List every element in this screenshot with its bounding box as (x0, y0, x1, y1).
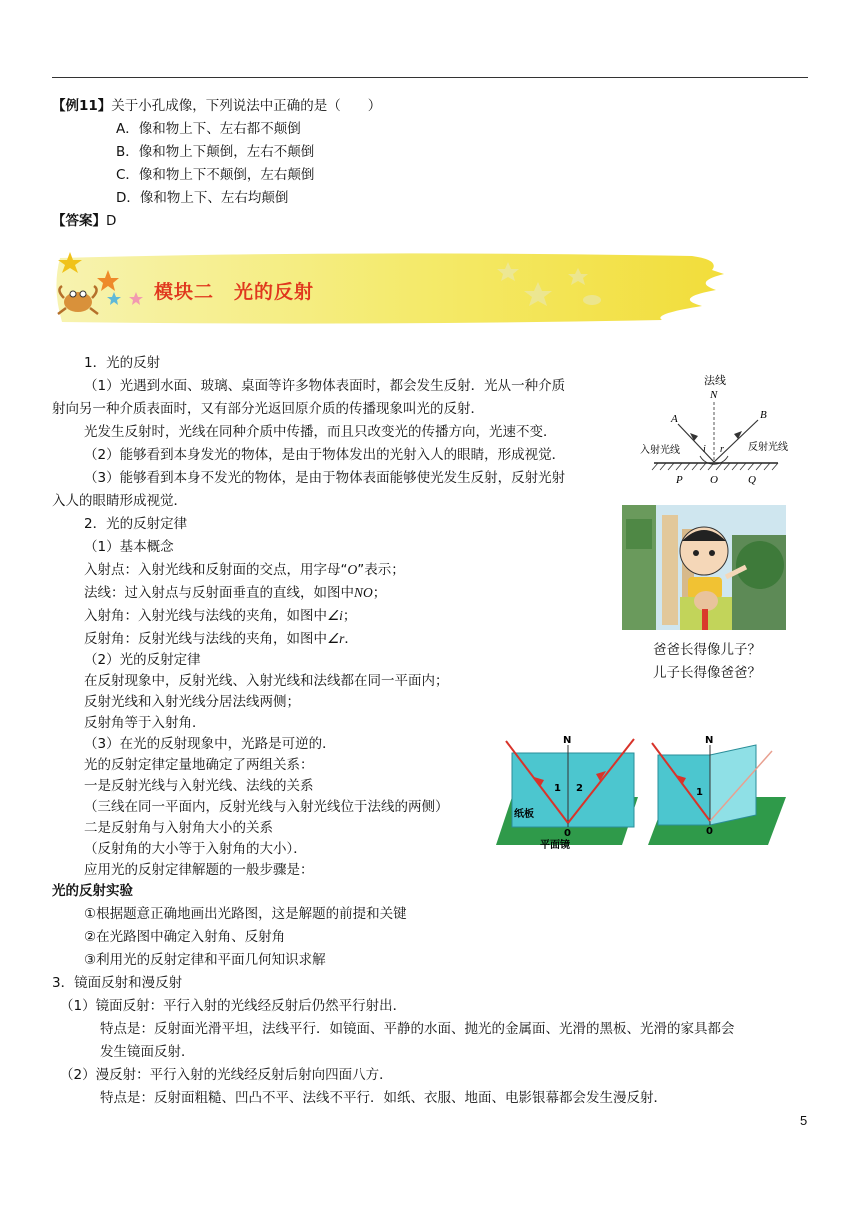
steps-intro: 应用光的反射定律解题的一般步骤是： (84, 862, 314, 878)
diffuse-feature: 特点是：反射面粗糙、凹凸不平、法线不平行．如纸、衣服、地面、电影银幕都会发生漫反射． (100, 1090, 667, 1106)
law3: 反射角等于入射角． (84, 715, 206, 731)
section1-p1a: （1）光遇到水面、玻璃、桌面等许多物体表面时，都会发生反射．光从一种介质 (84, 378, 566, 394)
label-r: r (720, 444, 724, 455)
option-c: C．像和物上下不颠倒，左右颠倒 (116, 167, 315, 183)
incidence-point-def (84, 560, 405, 580)
law1: 在反射现象中，反射光线、入射光线和法线都在同一平面内； (84, 673, 449, 689)
answer (52, 211, 116, 231)
reflection-diagram (618, 370, 808, 495)
incidence-point-text-a: 入射点：入射光线和反射面的交点，用字母“ (84, 562, 348, 578)
specular-def: （1）镜面反射：平行入射的光线经反射后仍然平行射出． (60, 998, 407, 1014)
section1-p4a: （3）能够看到本身不发光的物体，是由于物体表面能够使光发生反射，反射光射 (84, 470, 566, 486)
section2-sub3: （3）在光的反射现象中，光路是可逆的． (84, 736, 336, 752)
angle-i-text-b: ； (342, 608, 357, 624)
cartoon-image (622, 505, 786, 630)
reflected-ray (714, 420, 758, 462)
specular-feature-2: 发生镜面反射． (100, 1044, 195, 1060)
experiment-heading: 光的反射实验 (52, 883, 133, 899)
relation2-detail: （反射角的大小等于入射角的大小）． (84, 841, 307, 857)
mirror-label: 平面镜 (540, 840, 570, 851)
incident-ray (678, 424, 714, 462)
section3-heading: 3．镜面反射和漫反射 (52, 975, 183, 991)
label-0-left: 0 (564, 828, 571, 839)
label-1-left: 1 (554, 783, 561, 794)
label-N-left: N (563, 735, 572, 746)
section2-sub2: （2）光的反射定律 (84, 652, 201, 668)
section2-heading: 2．光的反射定律 (84, 516, 188, 532)
reflected-arrow (734, 431, 742, 439)
normal-label: 法线 (704, 374, 726, 387)
symbol-angle-r: ∠r (327, 631, 345, 646)
module-title: 模块二 光的反射 (154, 281, 315, 303)
angle-r-text-b: ． (344, 631, 358, 647)
symbol-o: O (347, 562, 358, 577)
example-question (52, 96, 381, 116)
board-label: 纸板 (514, 809, 534, 820)
label-2-left: 2 (576, 783, 583, 794)
option-d: D．像和物上下、左右均颠倒 (116, 190, 289, 206)
normal-text-b: ； (372, 585, 387, 601)
label-1-right: 1 (696, 787, 703, 798)
law2: 反射光线和入射光线分居法线两侧； (84, 694, 300, 710)
incident-arrow (690, 433, 698, 441)
label-Q: Q (748, 474, 756, 486)
step1: ①根据题意正确地画出光路图，这是解题的前提和关键 (84, 906, 407, 922)
relations-intro: 光的反射定律定量地确定了两组关系： (84, 757, 314, 773)
step2: ②在光路图中确定入射角、反射角 (84, 929, 286, 945)
label-P: P (676, 474, 683, 486)
angle-i-text-a: 入射角：入射光线与法线的夹角，如图中 (84, 608, 327, 624)
example-question-text: 关于小孔成像，下列说法中正确的是（ ） (111, 98, 382, 114)
section1-p2: 光发生反射时，光线在同种介质中传播，而且只改变光的传播方向，光速不变． (84, 424, 557, 440)
symbol-no: NO (354, 585, 373, 600)
option-a: A．像和物上下、左右都不颠倒 (116, 121, 301, 137)
incidence-angle-def (84, 606, 356, 626)
section1-p4b: 入人的眼睛形成视觉． (52, 493, 187, 509)
answer-value: D (106, 213, 117, 229)
section1-p3: （2）能够看到本身发光的物体，是由于物体发出的光射入人的眼睛，形成视觉． (84, 447, 566, 463)
relation1-detail: （三线在同一平面内，反射光线与入射光线位于法线的两侧） (84, 799, 449, 815)
section1-p1b: 射向另一种介质表面时，又有部分光返回原介质的传播现象叫光的反射． (52, 401, 484, 417)
incidence-point-text-b: ”表示； (357, 562, 405, 578)
reflected-label: 反射光线 (748, 442, 788, 453)
module-banner (52, 248, 724, 328)
cartoon-caption-1: 爸爸长得像儿子？ (653, 642, 761, 658)
answer-label: 【答案】 (52, 213, 106, 229)
specular-feature-1: 特点是：反射面光滑平坦，法线平行．如镜面、平静的水面、抛光的金属面、光滑的黑板、光滑的家具都会 (100, 1021, 735, 1037)
label-i: i (703, 444, 706, 455)
option-b: B．像和物上下颠倒，左右不颠倒 (116, 144, 315, 160)
normal-def (84, 583, 386, 603)
label-N: N (710, 389, 718, 401)
label-0-right: 0 (706, 826, 713, 837)
step3: ③利用光的反射定律和平面几何知识求解 (84, 952, 326, 968)
label-N-right: N (705, 735, 714, 746)
diffuse-def: （2）漫反射：平行入射的光线经反射后射向四面八方． (60, 1067, 393, 1083)
relation1: 一是反射光线与入射光线、法线的关系 (84, 778, 314, 794)
normal-text-a: 法线：过入射点与反射面垂直的直线，如图中 (84, 585, 354, 601)
incident-label: 入射光线 (640, 445, 680, 456)
experiment-figure (496, 733, 786, 851)
section1-heading: 1．光的反射 (84, 355, 161, 371)
section2-sub1: （1）基本概念 (84, 539, 174, 555)
angle-r-text-a: 反射角：反射光线与法线的夹角，如图中 (84, 631, 327, 647)
header-rule (52, 77, 808, 78)
label-B: B (760, 409, 767, 421)
cartoon-caption-2: 儿子长得像爸爸？ (653, 665, 761, 681)
label-A: A (671, 413, 678, 425)
page-number: 5 (800, 1113, 808, 1128)
example-tag: 【例11】 (52, 98, 112, 114)
label-O: O (710, 474, 718, 486)
relation2: 二是反射角与入射角大小的关系 (84, 820, 273, 836)
reflection-angle-def (84, 629, 358, 649)
symbol-angle-i: ∠i (327, 608, 343, 623)
